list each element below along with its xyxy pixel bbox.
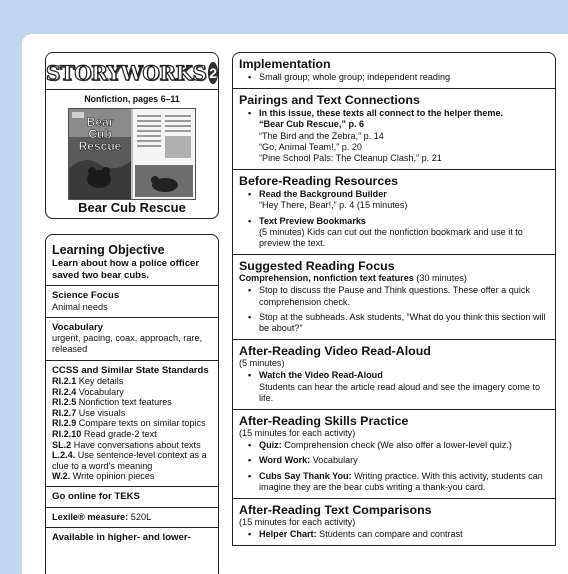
cover-subtitle: Nonfiction, pages 6–11 [84, 94, 180, 104]
before-reading-section [232, 169, 556, 254]
implementation-section [232, 52, 556, 88]
divider [46, 527, 218, 528]
section-title: After-Reading Video Read-Aloud [239, 344, 431, 359]
focus-subtitle: Comprehension, nonfiction text features (30 minutes) [239, 273, 467, 284]
vocabulary-list: urgent, pacing, coax, approach, rare, released [52, 333, 203, 355]
standard-item: RI.2.5 Nonfiction text features [52, 397, 172, 408]
duration: (5 minutes) [239, 358, 285, 369]
magazine-title-line: Cub [88, 127, 112, 141]
list-item: • Small group; whole group; independent reading [259, 72, 549, 83]
list-item: • Stop to discuss the Pause and Think questions. These offer a quick comprehension check. [259, 285, 549, 307]
list-item: • Read the Background Builder “Hey There, Bear!,” p. 4 (15 minutes) [259, 189, 549, 211]
reading-focus-section [232, 254, 556, 339]
standard-item: RI.2.7 Use visuals [52, 407, 126, 418]
lexile-measure: Lexile® measure: 520L [52, 511, 152, 522]
teks-link[interactable]: Go online for TEKS [52, 491, 140, 503]
magazine-title-line: Bear [86, 115, 114, 129]
magazine-spread-image [68, 108, 196, 200]
standard-item: RI.2.9 Compare texts on similar topics [52, 418, 206, 429]
list-item: • Watch the Video Read-Aloud Students can hear the article read aloud and see the imagery come to life. [259, 370, 549, 404]
section-title: Suggested Reading Focus [239, 259, 395, 274]
pairings-section [232, 88, 556, 169]
learning-objective-card [45, 234, 219, 574]
vocabulary-label: Vocabulary [52, 321, 104, 333]
objective-title: Learning Objective [52, 243, 165, 257]
skills-practice-section [232, 409, 556, 498]
list-item: • Helper Chart: Students can compare and contrast [259, 529, 549, 540]
duration: (15 minutes for each activity) [239, 517, 356, 528]
duration: (15 minutes for each activity) [239, 428, 356, 439]
standard-item: RI.2.1 Key details [52, 376, 124, 387]
standard-item: L.2.4. Use sentence-level context as a clue to a word's meaning [52, 450, 207, 471]
text-comparisons-section [232, 498, 556, 546]
divider [46, 486, 218, 487]
section-title: Implementation [239, 57, 331, 71]
lesson-plan-column [232, 52, 556, 574]
standard-item: RI.2.10 Read grade-2 text [52, 429, 157, 440]
divider [46, 507, 218, 508]
section-title: After-Reading Text Comparisons [239, 503, 432, 518]
standard-item: W.2. Write opinion pieces [52, 471, 155, 482]
section-title: Pairings and Text Connections [239, 93, 420, 108]
available-levels: Available in higher- and lower- [52, 531, 191, 543]
list-item: • Text Preview Bookmarks (5 minutes) Kids can cut out the nonfiction bookmark and use it to preview the text. [259, 216, 549, 250]
cover-card [45, 52, 219, 219]
cover-title: Bear Cub Rescue [78, 200, 186, 215]
storyworks-logo [45, 60, 218, 86]
divider [46, 360, 218, 361]
ccss-label: CCSS and Similar State Standards [52, 364, 209, 376]
list-item: • In this issue, these texts all connect to the helper theme. “Bear Cub Rescue,” p. 6 “The Bird and the Zebra,” p. 14 “Go, Animal Team!,” p. 20 “Pine School Pals: The Cleanup Clash,” p. 21 [259, 108, 549, 164]
science-focus-value: Animal needs [52, 301, 108, 312]
standards-list [52, 376, 214, 482]
logo-number: 2 [208, 62, 218, 84]
lesson-sheet [22, 34, 568, 574]
science-focus-label: Science Focus [52, 290, 120, 301]
list-item: • Stop at the subheads. Ask students, “What do you think this section will be about?” [259, 312, 549, 334]
list-item: • Quiz: Comprehension check (We also offer a lower-level quiz.) [259, 440, 549, 451]
list-item: • Word Work: Vocabulary [259, 455, 549, 466]
logo-text: STORYWORKS [45, 61, 207, 85]
magazine-title-line: Rescue [78, 139, 122, 153]
standard-item: SL.2 Have conversations about texts [52, 439, 201, 450]
divider [46, 89, 218, 90]
divider [46, 285, 218, 286]
section-title: Before-Reading Resources [239, 174, 399, 189]
video-read-aloud-section [232, 339, 556, 409]
objective-text: Learn about how a police officer saved two bear cubs. [52, 258, 200, 281]
section-title: After-Reading Skills Practice [239, 414, 409, 429]
standard-item: RI.2.4 Vocabulary [52, 386, 124, 397]
divider [46, 317, 218, 318]
list-item: • Cubs Say Thank You: Writing practice. With this activity, students can imagine they are the bear cubs writing a thank-you card. [259, 471, 549, 493]
